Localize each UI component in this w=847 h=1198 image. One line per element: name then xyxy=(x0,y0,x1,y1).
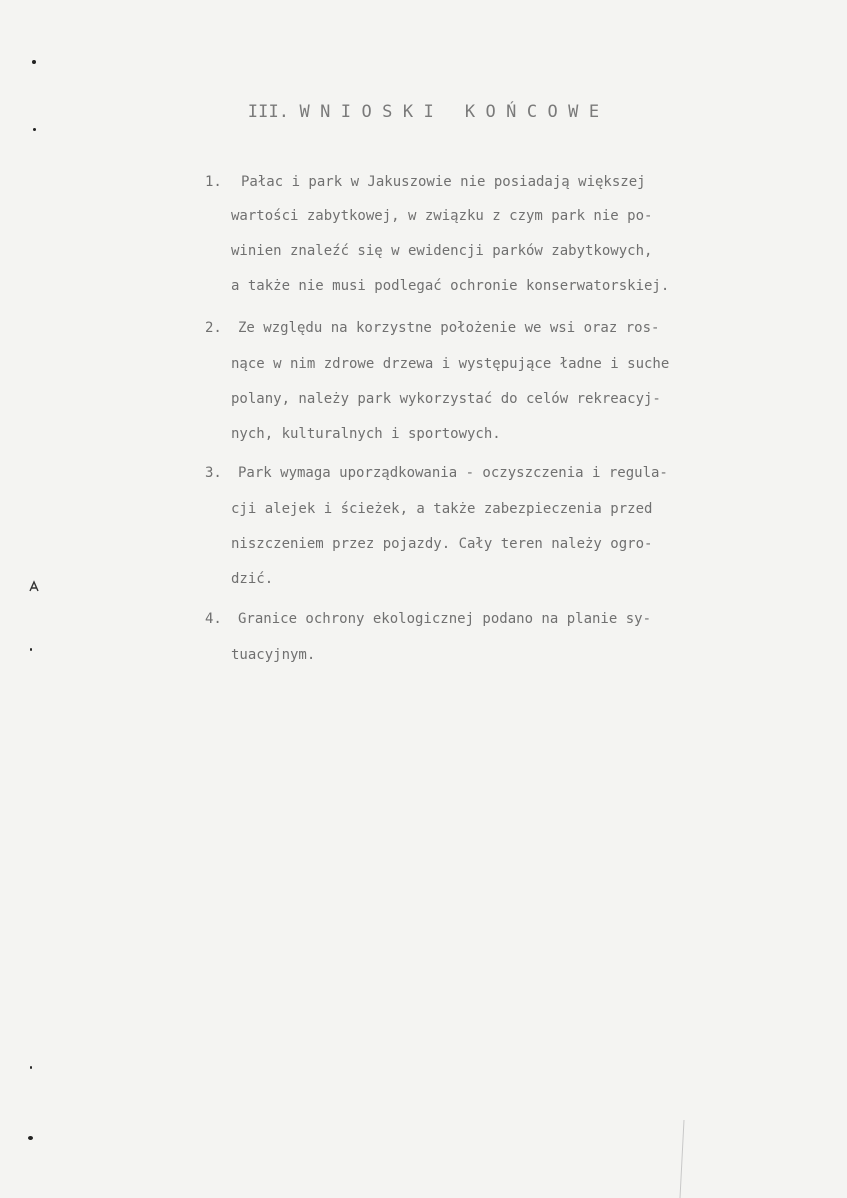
item-number: 2. xyxy=(205,320,222,336)
item-number: 3. xyxy=(205,465,222,481)
scan-speck xyxy=(33,128,36,131)
item-number: 1. xyxy=(205,174,222,190)
item-number: 4. xyxy=(205,611,222,627)
item-line: wartości zabytkowej, w związku z czym park nie po- xyxy=(231,208,653,224)
scan-speck xyxy=(28,1136,33,1140)
item-line: nych, kulturalnych i sportowych. xyxy=(231,426,501,442)
item-line: a także nie musi podlegać ochronie konserwatorskiej. xyxy=(231,278,670,294)
item-line: winien znaleźć się w ewidencji parków zabytkowych, xyxy=(231,243,653,259)
scan-speck xyxy=(30,1066,32,1069)
section-heading: III. W N I O S K I K O Ń C O W E xyxy=(247,102,600,122)
scan-speck xyxy=(32,60,36,64)
item-line: Granice ochrony ekologicznej podano na planie sy- xyxy=(238,611,652,627)
scan-line xyxy=(670,1120,690,1198)
item-line: nące w nim zdrowe drzewa i występujące ładne i suche xyxy=(231,356,670,372)
scan-speck xyxy=(30,648,32,651)
item-line: dzić. xyxy=(231,571,274,587)
item-line: Ze względu na korzystne położenie we wsi oraz ros- xyxy=(238,320,660,336)
item-line: polany, należy park wykorzystać do celów rekreacyj- xyxy=(231,391,661,407)
item-line: Pałac i park w Jakuszowie nie posiadają większej xyxy=(241,174,646,190)
item-line: cji alejek i ścieżek, a także zabezpieczenia przed xyxy=(231,501,653,517)
item-line: niszczeniem przez pojazdy. Cały teren należy ogro- xyxy=(231,536,653,552)
item-line: tuacyjnym. xyxy=(231,647,316,663)
item-line: Park wymaga uporządkowania - oczyszczenia i regula- xyxy=(238,465,668,481)
scan-mark xyxy=(28,580,40,592)
